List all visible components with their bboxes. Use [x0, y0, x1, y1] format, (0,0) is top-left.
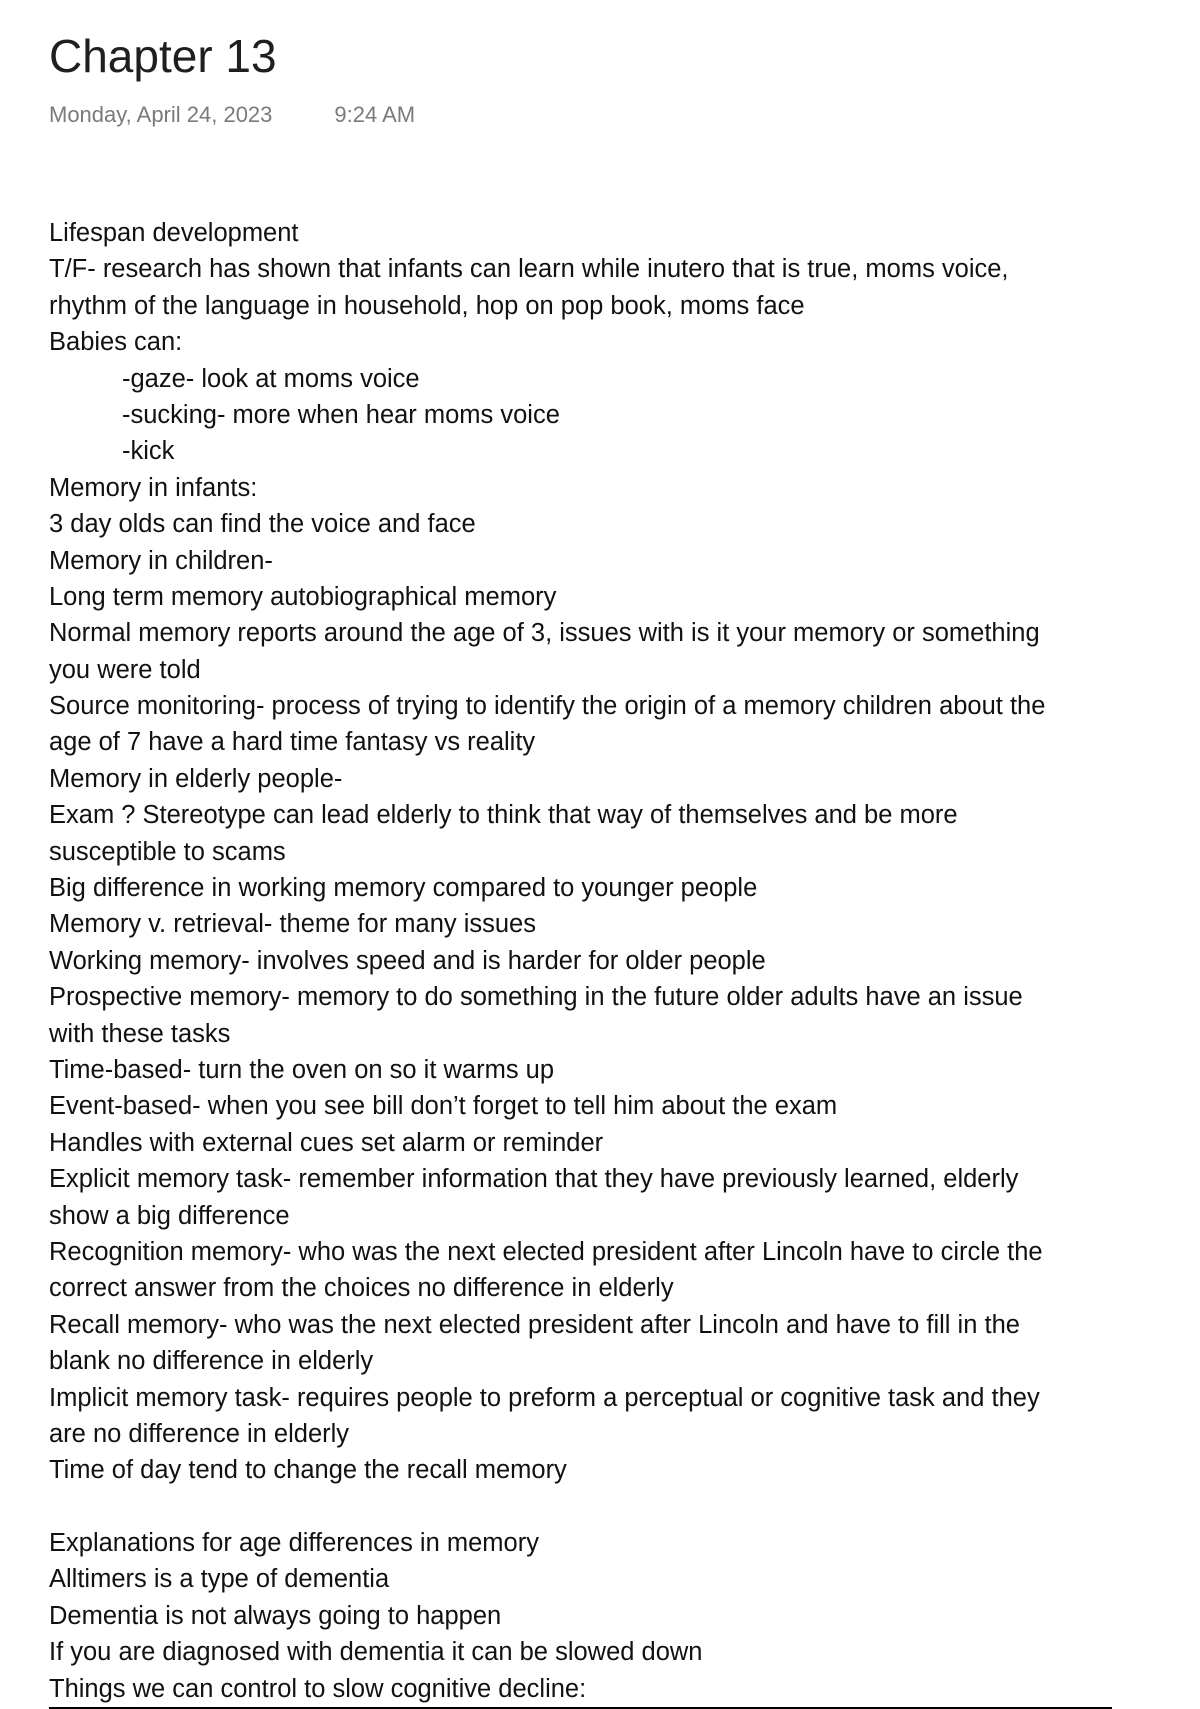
note-line: Time of day tend to change the recall memory: [49, 1456, 567, 1485]
note-line: Explicit memory task- remember information that they have previously learned, elderly: [49, 1165, 1019, 1194]
note-line-indented: -sucking- more when hear moms voice: [122, 400, 560, 429]
note-line: Handles with external cues set alarm or reminder: [49, 1128, 604, 1157]
note-line: Time-based- turn the oven on so it warms up: [49, 1055, 555, 1084]
note-line: Memory v. retrieval- theme for many issues: [49, 910, 536, 939]
note-line: Prospective memory- memory to do something in the future older adults have an issue: [49, 983, 1023, 1012]
note-line: correct answer from the choices no difference in elderly: [49, 1274, 674, 1303]
note-line: Memory in elderly people-: [49, 764, 343, 793]
note-line: Normal memory reports around the age of 3, issues with is it your memory or something: [49, 619, 1040, 648]
note-line: If you are diagnosed with dementia it can be slowed down: [49, 1638, 703, 1667]
note-line: you were told: [49, 655, 201, 684]
note-line: Recall memory- who was the next elected president after Lincoln and have to fill in the: [49, 1310, 1020, 1339]
note-line: Lifespan development: [49, 219, 299, 247]
note-line: Memory in infants:: [49, 473, 258, 502]
note-line: blank no difference in elderly: [49, 1347, 374, 1376]
note-line: Babies can:: [49, 328, 183, 357]
page-time: 9:24 AM: [334, 102, 416, 127]
note-line-indented: -gaze- look at moms voice: [122, 364, 420, 393]
note-line: Things we can control to slow cognitive decline:: [49, 1671, 1112, 1709]
note-line: Big difference in working memory compared to younger people: [49, 874, 758, 903]
note-line: Alltimers is a type of dementia: [49, 1565, 390, 1594]
page-timestamp: [49, 100, 415, 130]
note-line: Recognition memory- who was the next elected president after Lincoln have to circle the: [49, 1237, 1043, 1266]
note-line: Exam ? Stereotype can lead elderly to think that way of themselves and be more: [49, 801, 958, 830]
note-body[interactable]: [49, 215, 1159, 1709]
note-line: Event-based- when you see bill don’t forget to tell him about the exam: [49, 1092, 838, 1121]
page-title[interactable]: Chapter 13: [49, 30, 277, 82]
note-line: Dementia is not always going to happen: [49, 1601, 502, 1630]
note-line-indented: -kick: [122, 437, 175, 466]
note-line: Working memory- involves speed and is harder for older people: [49, 946, 766, 975]
note-line: Implicit memory task- requires people to preform a perceptual or cognitive task and they: [49, 1383, 1040, 1412]
note-line: with these tasks: [49, 1019, 231, 1048]
note-line: are no difference in elderly: [49, 1419, 350, 1448]
note-line: T/F- research has shown that infants can learn while inutero that is true, moms voice,: [49, 255, 1009, 284]
page-date: Monday, April 24, 2023: [49, 102, 273, 127]
blank-line: [49, 1489, 1159, 1525]
note-line: show a big difference: [49, 1201, 290, 1230]
note-line: susceptible to scams: [49, 837, 286, 866]
note-line: Long term memory autobiographical memory: [49, 582, 557, 611]
note-line: Explanations for age differences in memory: [49, 1529, 539, 1558]
note-line: age of 7 have a hard time fantasy vs reality: [49, 728, 536, 757]
note-line: rhythm of the language in household, hop on pop book, moms face: [49, 291, 805, 320]
note-line: 3 day olds can find the voice and face: [49, 510, 476, 539]
note-line: Source monitoring- process of trying to identify the origin of a memory children about the: [49, 692, 1046, 721]
note-line: Memory in children-: [49, 546, 273, 575]
